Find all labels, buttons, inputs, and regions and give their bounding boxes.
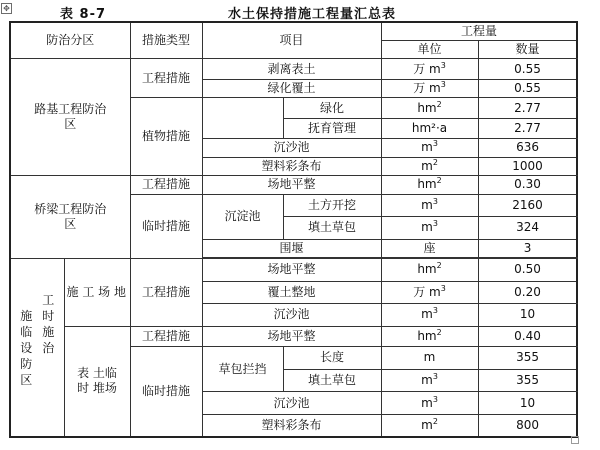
item-sand-pit: 沉沙池	[202, 304, 381, 327]
type-engineering: 工程措施	[130, 259, 202, 327]
type-engineering: 工程措施	[130, 59, 202, 98]
header-type: 措施类型	[130, 22, 202, 59]
type-engineering: 工程措施	[130, 176, 202, 194]
amount-cell: 0.55	[478, 79, 577, 97]
item-plastic-cloth: 塑料彩条布	[202, 414, 381, 437]
table-resize-handle[interactable]	[571, 436, 579, 444]
amount-cell: 2.77	[478, 98, 577, 118]
type-temporary: 临时措施	[130, 347, 202, 437]
zone-bridge: 桥梁工程防治区	[10, 176, 130, 259]
header-zone: 防治分区	[10, 22, 130, 59]
item-sand-pit: 沉沙池	[202, 139, 381, 157]
table-title: 水土保持措施工程量汇总表	[228, 7, 397, 22]
header-amount: 数量	[478, 40, 577, 58]
unit-cell: $m^3$	[381, 392, 478, 415]
unit-cell: $m^3$	[381, 369, 478, 392]
unit-cell: 万 $m^3$	[381, 281, 478, 304]
table-number: 表 8-7	[60, 7, 107, 22]
amount-cell: 355	[478, 369, 577, 392]
amount-cell: 1000	[478, 157, 577, 175]
amount-cell: 2.77	[478, 118, 577, 138]
unit-cell: $hm^2$	[381, 326, 478, 346]
unit-cell: $hm^2$	[381, 259, 478, 282]
unit-cell: 万 $m^3$	[381, 79, 478, 97]
amount-cell: 3	[478, 239, 577, 257]
unit-cell: $m^3$	[381, 304, 478, 327]
amount-cell: 10	[478, 392, 577, 415]
item-level-site: 场地平整	[202, 326, 381, 346]
amount-cell: 324	[478, 217, 577, 240]
type-sandbag: 草包拦挡	[202, 347, 283, 392]
amount-cell: 0.40	[478, 326, 577, 346]
quantity-summary-table	[9, 21, 578, 438]
table-move-handle-icon[interactable]: ✥	[1, 3, 12, 14]
unit-cell: $m^2$	[381, 157, 478, 175]
header-quantity-group: 工程量	[381, 22, 577, 40]
unit-cell: 万 $m^3$	[381, 59, 478, 79]
item-nurture: 抚育管理	[283, 118, 381, 138]
amount-cell: 0.50	[478, 259, 577, 282]
zone-construction: 施 临 设 防 区 工 时 施 治	[10, 259, 64, 437]
unit-cell: 座	[381, 239, 478, 257]
unit-cell: $m^3$	[381, 194, 478, 217]
item-fill-bag: 填土草包	[283, 217, 381, 240]
amount-cell: 2160	[478, 194, 577, 217]
zone-site: 施 工 场 地	[64, 259, 130, 327]
unit-cell: hm²·a	[381, 118, 478, 138]
header-unit: 单位	[381, 40, 478, 58]
item-greening: 绿化	[283, 98, 381, 118]
item-length: 长度	[283, 347, 381, 370]
blank-cell	[202, 98, 283, 139]
unit-cell: $m^3$	[381, 139, 478, 157]
type-temporary: 临时措施	[130, 194, 202, 259]
amount-cell: 636	[478, 139, 577, 157]
item-sand-pit: 沉沙池	[202, 392, 381, 415]
amount-cell: 800	[478, 414, 577, 437]
item-green-cover: 绿化覆土	[202, 79, 381, 97]
amount-cell: 0.30	[478, 176, 577, 194]
unit-cell: $hm^2$	[381, 98, 478, 118]
unit-cell: $m^2$	[381, 414, 478, 437]
unit-cell: m	[381, 347, 478, 370]
type-settling-tank: 沉淀池	[202, 194, 283, 239]
item-cover-level: 覆土整地	[202, 281, 381, 304]
unit-cell: $m^3$	[381, 217, 478, 240]
item-earth-dig: 土方开挖	[283, 194, 381, 217]
amount-cell: 0.20	[478, 281, 577, 304]
item-level-site: 场地平整	[202, 176, 381, 194]
item-level-site: 场地平整	[202, 259, 381, 282]
item-fill-bag: 填土草包	[283, 369, 381, 392]
amount-cell: 10	[478, 304, 577, 327]
zone-roadbed: 路基工程防治区	[10, 59, 130, 176]
item-plastic-cloth: 塑料彩条布	[202, 157, 381, 175]
amount-cell: 0.55	[478, 59, 577, 79]
zone-topsoil: 表 土临时 堆场	[64, 326, 130, 437]
header-item: 项目	[202, 22, 381, 59]
type-plant: 植物措施	[130, 98, 202, 176]
item-strip-topsoil: 剥离表土	[202, 59, 381, 79]
type-engineering: 工程措施	[130, 326, 202, 346]
unit-cell: $hm^2$	[381, 176, 478, 194]
amount-cell: 355	[478, 347, 577, 370]
item-cofferdam: 围堰	[202, 239, 381, 257]
